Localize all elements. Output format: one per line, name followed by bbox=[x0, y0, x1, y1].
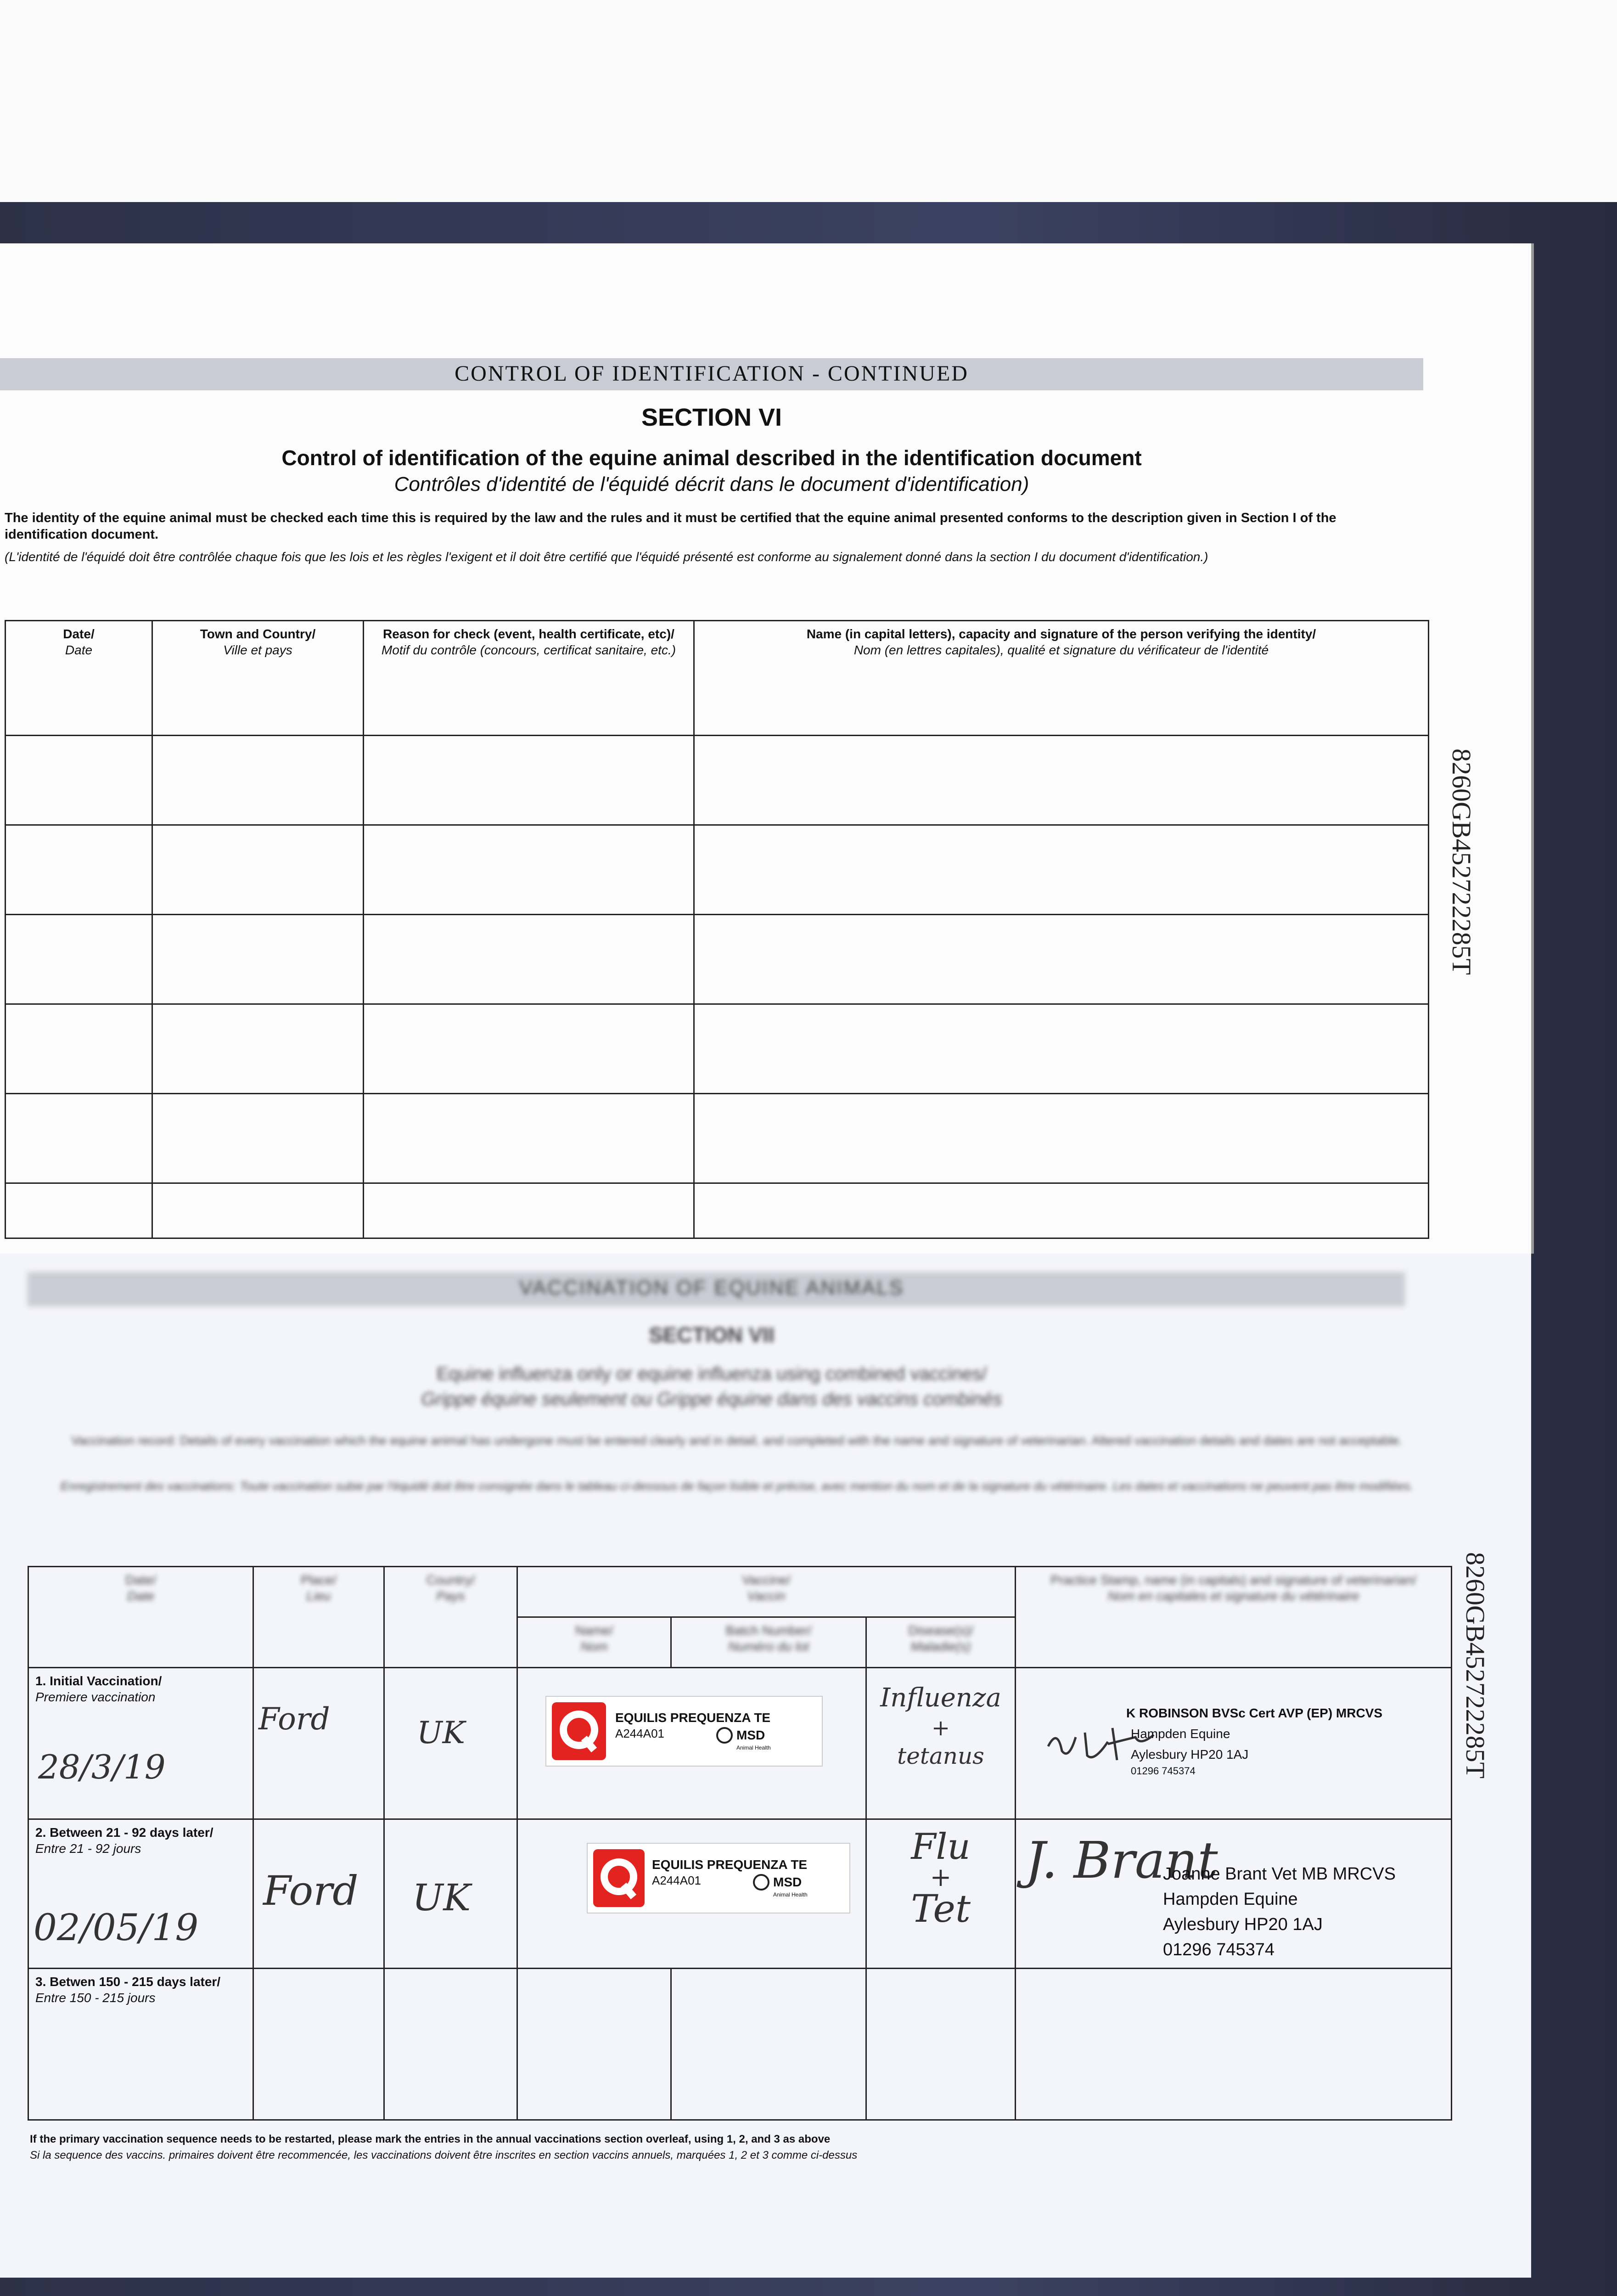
vaccine-sticker bbox=[545, 1696, 823, 1767]
vaccination-table bbox=[28, 1566, 1452, 2121]
vaccine-sticker-cell bbox=[517, 1668, 866, 1819]
vaccination-row-2 bbox=[28, 1819, 1452, 1969]
handwritten-date: 02/05/19 bbox=[34, 1906, 199, 1949]
q-logo-icon bbox=[552, 1702, 606, 1760]
manufacturer: MSD bbox=[773, 1875, 802, 1889]
banner-text: VACCINATION OF EQUINE ANIMALS bbox=[519, 1277, 904, 1299]
identity-check-table bbox=[5, 620, 1429, 1239]
handwritten-date: 28/3/19 bbox=[38, 1748, 166, 1786]
table-header-row bbox=[28, 1567, 1452, 1617]
banner-text: CONTROL OF IDENTIFICATION - CONTINUED bbox=[455, 361, 969, 386]
section-title: SECTION VII bbox=[649, 1323, 775, 1347]
vet-phone: 01296 745374 bbox=[1163, 1940, 1275, 1959]
passport-number: 8260GB452722285T bbox=[1447, 748, 1477, 975]
row-label: 3. Betwen 150 - 215 days later/ bbox=[35, 1975, 221, 1989]
handwritten-country: UK bbox=[417, 1715, 465, 1750]
col-place: Place/ Lieu bbox=[253, 1567, 384, 1668]
col-vaccine-name: Name/ Nom bbox=[517, 1617, 671, 1668]
batch-number: A244A01 bbox=[615, 1727, 664, 1740]
vet-name: K ROBINSON BVSc Cert AVP (EP) MRCVS bbox=[1126, 1706, 1383, 1720]
instructions-fr: (L'identité de l'équidé doit être contrôlée chaque fois que les lois et les règles l'exigent et il doit être certifié que l'équidé présenté est conforme au signalement donné dans la section I du document d'identification.) bbox=[5, 550, 1208, 564]
col-verifier: Name (in capital letters), capacity and signature of the person verifying the identity/ Nom (en lettres capitales), qualité et signature du vérificateur de l'identité bbox=[694, 621, 1429, 736]
col-town: Town and Country/ Ville et pays bbox=[152, 621, 364, 736]
vet-phone: 01296 745374 bbox=[1131, 1765, 1196, 1777]
table-row bbox=[6, 1094, 1429, 1183]
row-label: 1. Initial Vaccination/ bbox=[35, 1674, 162, 1688]
handwritten-disease-3: tetanus bbox=[897, 1743, 984, 1769]
footnote-fr: Si la sequence des vaccins. primaires doivent être recommencée, les vaccinations doivent être inscrites en section vaccins annuels, marquées 1, 2 et 3 comme ci-dessus bbox=[30, 2149, 858, 2161]
vet-stamp-cell bbox=[1016, 1819, 1452, 1969]
vet-stamp-cell bbox=[1016, 1668, 1452, 1819]
col-disease: Disease(s)/ Maladie(s) bbox=[866, 1617, 1016, 1668]
col-date: Date/ Date bbox=[28, 1567, 253, 1668]
col-batch: Batch Number/ Numéro du lot bbox=[671, 1617, 866, 1668]
msd-logo-icon bbox=[716, 1727, 733, 1744]
table-row bbox=[6, 1004, 1429, 1094]
title-fr: Grippe équine seulement ou Grippe équine dans des vaccins combinés bbox=[421, 1389, 1002, 1409]
vaccine-name: EQUILIS PREQUENZA TE bbox=[652, 1857, 808, 1872]
manufacturer: MSD bbox=[736, 1728, 765, 1742]
title-en: Equine influenza only or equine influenza using combined vaccines/ bbox=[436, 1364, 987, 1384]
handwritten-disease-1: Flu bbox=[911, 1826, 971, 1868]
handwritten-place: Ford bbox=[263, 1867, 359, 1914]
table-row bbox=[6, 1183, 1429, 1238]
instructions-en: Vaccination record: Details of every vaccination which the equine animal has undergone must be entered clearly and in detail, and completed with the name and signature of veterinarian. Altered vaccination details and dates are not acceptable. bbox=[71, 1434, 1403, 1447]
title-en: Control of identification of the equine animal described in the identification document bbox=[281, 446, 1142, 470]
manufacturer-sub: Animal Health bbox=[773, 1891, 808, 1898]
vaccine-sticker bbox=[587, 1843, 850, 1913]
section-title: SECTION VI bbox=[641, 404, 782, 431]
batch-number: A244A01 bbox=[652, 1874, 701, 1887]
title-fr: Contrôles d'identité de l'équidé décrit dans le document d'identification) bbox=[394, 473, 1029, 495]
manufacturer-sub: Animal Health bbox=[736, 1745, 771, 1751]
row-label-fr: Entre 21 - 92 jours bbox=[35, 1841, 141, 1856]
q-logo-icon bbox=[593, 1849, 645, 1907]
vet-practice: Hampden Equine bbox=[1131, 1727, 1230, 1741]
col-vaccine: Vaccine/ Vaccin bbox=[517, 1567, 1016, 1617]
vaccination-row-3 bbox=[28, 1969, 1452, 2120]
handwritten-disease-3: Tet bbox=[911, 1887, 971, 1931]
vet-practice: Hampden Equine bbox=[1163, 1890, 1298, 1909]
row-label: 2. Between 21 - 92 days later/ bbox=[35, 1825, 213, 1840]
vet-signature: J. Brant bbox=[1025, 1831, 1218, 1890]
passport-number: 8260GB452722285T bbox=[1460, 1552, 1490, 1778]
handwritten-disease-2: + bbox=[931, 1715, 950, 1741]
col-reason: Reason for check (event, health certificate, etc)/ Motif du contrôle (concours, certificat sanitaire, etc.) bbox=[364, 621, 694, 736]
vet-address: Aylesbury HP20 1AJ bbox=[1131, 1747, 1249, 1761]
col-date: Date/ Date bbox=[6, 621, 152, 736]
vet-address: Aylesbury HP20 1AJ bbox=[1163, 1915, 1323, 1934]
table-row bbox=[6, 736, 1429, 825]
col-country: Country/ Pays bbox=[384, 1567, 517, 1668]
msd-logo-icon bbox=[753, 1874, 769, 1891]
vet-name: Joanne Brant Vet MB MRCVS bbox=[1163, 1864, 1396, 1884]
row-label-fr: Premiere vaccination bbox=[35, 1690, 156, 1704]
table-header-row bbox=[6, 621, 1429, 736]
row-label-fr: Entre 150 - 215 jours bbox=[35, 1991, 156, 2005]
handwritten-place: Ford bbox=[258, 1701, 330, 1737]
scan-top-margin bbox=[0, 0, 1617, 202]
col-practice-stamp: Practice Stamp, name (in capitals) and signature of veterinarian/ Nom en capitales et signature du vétérinaire bbox=[1016, 1567, 1452, 1668]
handwritten-disease-1: Influenza bbox=[880, 1683, 1001, 1713]
footnote-en: If the primary vaccination sequence needs to be restarted, please mark the entries in the annual vaccinations section overleaf, using 1, 2, and 3 as above bbox=[30, 2133, 831, 2145]
vaccine-sticker-cell bbox=[517, 1819, 866, 1969]
instructions-en: The identity of the equine animal must be checked each time this is required by the law and the rules and it must be certified that the equine animal presented conforms to the description given in Section I of the identification document. bbox=[5, 511, 1336, 542]
handwritten-country: UK bbox=[412, 1876, 471, 1919]
table-row bbox=[6, 915, 1429, 1004]
vaccination-row-1 bbox=[28, 1668, 1452, 1819]
handwritten-disease-2: + bbox=[930, 1863, 952, 1892]
instructions-fr: Enregistrement des vaccinations: Toute vaccination subie par l'équidé doit être consignée dans le tableau ci-dessous de façon lisible et précise, avec mention du nom et de la signature du vétérinaire. Les dates et vaccinations ne peuvent pas être modifiées. bbox=[60, 1479, 1414, 1493]
table-row bbox=[6, 825, 1429, 915]
passport-page-section-vi bbox=[0, 243, 1534, 1254]
passport-page-section-vii bbox=[0, 1254, 1531, 2278]
vaccine-name: EQUILIS PREQUENZA TE bbox=[615, 1711, 771, 1725]
